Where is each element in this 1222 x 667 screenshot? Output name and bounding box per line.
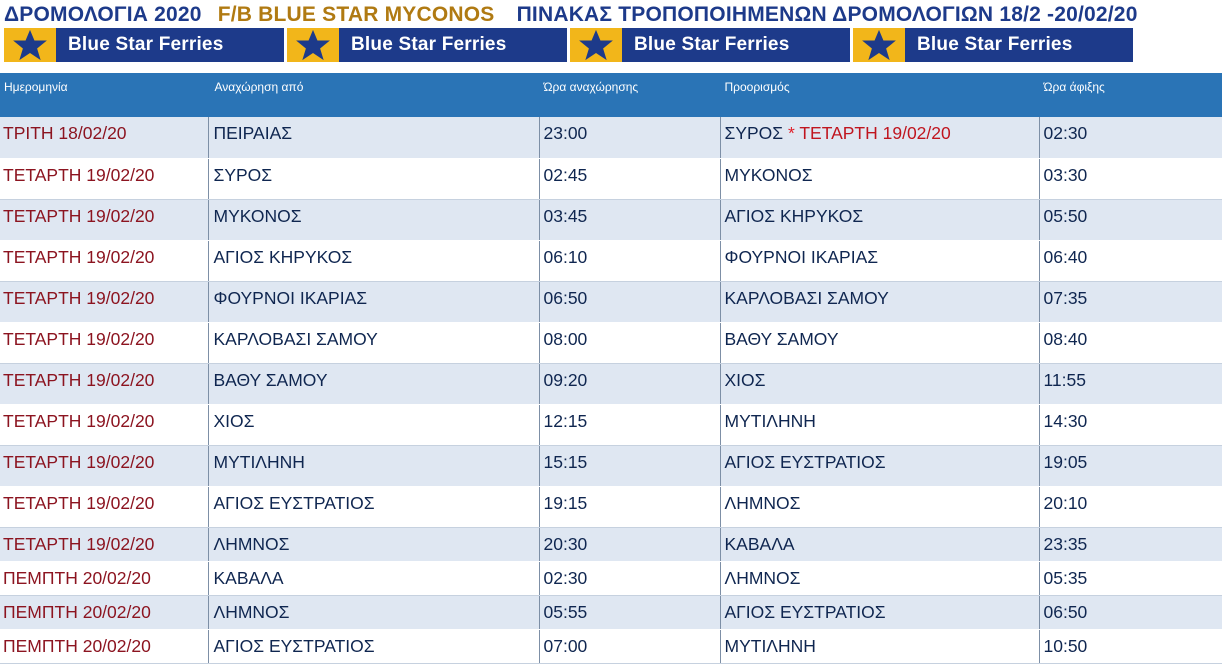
departure-time-cell: 06:10 <box>539 240 720 281</box>
blue-star-ferries-logo <box>853 28 1133 62</box>
departure-time-cell: 20:30 <box>539 527 720 561</box>
destination-cell: ΧΙΟΣ <box>720 363 1039 404</box>
date-cell: ΤΡΙΤΗ 18/02/20 <box>0 117 208 158</box>
arrival-time-cell: 05:35 <box>1039 561 1222 595</box>
arrival-time-cell: 10:50 <box>1039 629 1222 663</box>
arrival-time-cell: 05:50 <box>1039 199 1222 240</box>
departure-port-cell: ΧΙΟΣ <box>208 404 539 445</box>
star-icon <box>287 28 339 62</box>
table-header-row <box>0 73 1222 117</box>
date-cell: ΠΕΜΠΤΗ 20/02/20 <box>0 595 208 629</box>
logo-wordmark: Blue Star Ferries <box>339 28 567 62</box>
destination-cell: ΜΥΤΙΛΗΝΗ <box>720 404 1039 445</box>
table-row <box>0 404 1222 445</box>
arrival-time-cell: 07:35 <box>1039 281 1222 322</box>
blue-star-ferries-logo <box>4 28 284 62</box>
destination-cell: ΑΓΙΟΣ ΕΥΣΤΡΑΤΙΟΣ <box>720 595 1039 629</box>
departure-port-cell: ΚΑΒΑΛΑ <box>208 561 539 595</box>
departure-port-cell: ΑΓΙΟΣ ΕΥΣΤΡΑΤΙΟΣ <box>208 629 539 663</box>
arrival-time-cell: 14:30 <box>1039 404 1222 445</box>
arrival-time-cell: 19:05 <box>1039 445 1222 486</box>
table-row <box>0 486 1222 527</box>
table-row <box>0 158 1222 199</box>
page-title <box>4 2 1138 28</box>
departure-time-cell: 03:45 <box>539 199 720 240</box>
table-row <box>0 322 1222 363</box>
arrival-time-cell: 02:30 <box>1039 117 1222 158</box>
title-table-name: ΠΙΝΑΚΑΣ ΤΡΟΠΟΠΟΙΗΜΕΝΩΝ ΔΡΟΜΟΛΟΓΙΩΝ 18/2 -20/02/20 <box>516 3 1138 26</box>
departure-port-cell: ΚΑΡΛΟΒΑΣΙ ΣΑΜΟΥ <box>208 322 539 363</box>
header-destination: Προορισμός <box>720 73 1039 117</box>
destination-cell <box>720 117 1039 158</box>
departure-port-cell: ΑΓΙΟΣ ΕΥΣΤΡΑΤΙΟΣ <box>208 486 539 527</box>
departure-port-cell: ΜΥΤΙΛΗΝΗ <box>208 445 539 486</box>
header-date: Ημερομηνία <box>0 73 208 117</box>
logo-wordmark: Blue Star Ferries <box>622 28 850 62</box>
arrival-time-cell: 11:55 <box>1039 363 1222 404</box>
title-year: ΔΡΟΜΟΛΟΓΙΑ 2020 <box>4 3 202 26</box>
departure-port-cell: ΦΟΥΡΝΟΙ ΙΚΑΡΙΑΣ <box>208 281 539 322</box>
date-cell: ΤΕΤΑΡΤΗ 19/02/20 <box>0 404 208 445</box>
logo-strip <box>4 28 1136 64</box>
schedule-table <box>0 73 1222 664</box>
date-cell: ΠΕΜΠΤΗ 20/02/20 <box>0 561 208 595</box>
arrival-date-note: ΤΕΤΑΡΤΗ 19/02/20 <box>799 123 951 143</box>
date-cell: ΤΕΤΑΡΤΗ 19/02/20 <box>0 527 208 561</box>
arrival-time-cell: 06:50 <box>1039 595 1222 629</box>
destination-cell: ΜΥΚΟΝΟΣ <box>720 158 1039 199</box>
table-row <box>0 595 1222 629</box>
table-row <box>0 561 1222 595</box>
arrival-time-cell: 03:30 <box>1039 158 1222 199</box>
header-arrival-time: Ώρα άφιξης <box>1039 73 1222 117</box>
table-row <box>0 445 1222 486</box>
date-cell: ΤΕΤΑΡΤΗ 19/02/20 <box>0 240 208 281</box>
departure-time-cell: 12:15 <box>539 404 720 445</box>
departure-time-cell: 08:00 <box>539 322 720 363</box>
header-departure-from: Αναχώρηση από <box>208 73 539 117</box>
table-row <box>0 240 1222 281</box>
destination-cell: ΑΓΙΟΣ ΚΗΡΥΚΟΣ <box>720 199 1039 240</box>
table-row <box>0 629 1222 663</box>
destination-cell: ΒΑΘΥ ΣΑΜΟΥ <box>720 322 1039 363</box>
destination-cell: ΚΑΡΛΟΒΑΣΙ ΣΑΜΟΥ <box>720 281 1039 322</box>
destination-cell: ΜΥΤΙΛΗΝΗ <box>720 629 1039 663</box>
departure-port-cell: ΠΕΙΡΑΙΑΣ <box>208 117 539 158</box>
departure-time-cell: 06:50 <box>539 281 720 322</box>
departure-port-cell: ΑΓΙΟΣ ΚΗΡΥΚΟΣ <box>208 240 539 281</box>
title-ship: F/B BLUE STAR MYCONOS <box>217 3 495 26</box>
logo-wordmark: Blue Star Ferries <box>905 28 1133 62</box>
date-cell: ΤΕΤΑΡΤΗ 19/02/20 <box>0 486 208 527</box>
date-cell: ΤΕΤΑΡΤΗ 19/02/20 <box>0 281 208 322</box>
date-cell: ΤΕΤΑΡΤΗ 19/02/20 <box>0 363 208 404</box>
departure-port-cell: ΛΗΜΝΟΣ <box>208 595 539 629</box>
table-row <box>0 527 1222 561</box>
departure-port-cell: ΣΥΡΟΣ <box>208 158 539 199</box>
date-cell: ΤΕΤΑΡΤΗ 19/02/20 <box>0 322 208 363</box>
table-row <box>0 363 1222 404</box>
table-row <box>0 199 1222 240</box>
table-row <box>0 117 1222 158</box>
departure-time-cell: 02:30 <box>539 561 720 595</box>
destination-cell: ΚΑΒΑΛΑ <box>720 527 1039 561</box>
destination-cell: ΛΗΜΝΟΣ <box>720 561 1039 595</box>
star-icon <box>4 28 56 62</box>
departure-time-cell: 19:15 <box>539 486 720 527</box>
departure-time-cell: 05:55 <box>539 595 720 629</box>
date-cell: ΤΕΤΑΡΤΗ 19/02/20 <box>0 199 208 240</box>
departure-port-cell: ΒΑΘΥ ΣΑΜΟΥ <box>208 363 539 404</box>
arrival-time-cell: 06:40 <box>1039 240 1222 281</box>
date-cell: ΠΕΜΠΤΗ 20/02/20 <box>0 629 208 663</box>
star-icon <box>853 28 905 62</box>
arrival-time-cell: 20:10 <box>1039 486 1222 527</box>
asterisk-mark: * <box>787 123 795 143</box>
destination-name: ΣΥΡΟΣ <box>724 123 784 143</box>
date-cell: ΤΕΤΑΡΤΗ 19/02/20 <box>0 445 208 486</box>
destination-cell: ΛΗΜΝΟΣ <box>720 486 1039 527</box>
arrival-time-cell: 08:40 <box>1039 322 1222 363</box>
schedule-table-wrap <box>0 73 1222 667</box>
departure-time-cell: 09:20 <box>539 363 720 404</box>
departure-port-cell: ΜΥΚΟΝΟΣ <box>208 199 539 240</box>
date-cell: ΤΕΤΑΡΤΗ 19/02/20 <box>0 158 208 199</box>
destination-cell: ΑΓΙΟΣ ΕΥΣΤΡΑΤΙΟΣ <box>720 445 1039 486</box>
logo-wordmark: Blue Star Ferries <box>56 28 284 62</box>
header-departure-time: Ώρα αναχώρησης <box>539 73 720 117</box>
arrival-time-cell: 23:35 <box>1039 527 1222 561</box>
departure-time-cell: 23:00 <box>539 117 720 158</box>
departure-time-cell: 15:15 <box>539 445 720 486</box>
departure-time-cell: 07:00 <box>539 629 720 663</box>
destination-cell: ΦΟΥΡΝΟΙ ΙΚΑΡΙΑΣ <box>720 240 1039 281</box>
departure-port-cell: ΛΗΜΝΟΣ <box>208 527 539 561</box>
table-row <box>0 281 1222 322</box>
blue-star-ferries-logo <box>287 28 567 62</box>
blue-star-ferries-logo <box>570 28 850 62</box>
departure-time-cell: 02:45 <box>539 158 720 199</box>
star-icon <box>570 28 622 62</box>
